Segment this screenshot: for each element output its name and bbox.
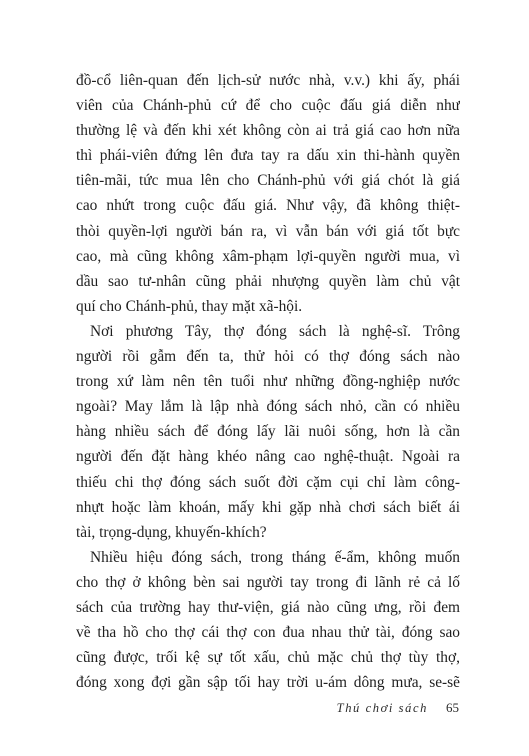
text-line: trong xứ làm nên tên tuổi như những đồng-nghiệp nước [76, 373, 460, 391]
text-line: đồ-cổ liên-quan đến lịch-sử nước nhà, v.v.) khi ấy, phái [76, 72, 460, 89]
text-line: cao, mà cũng không xâm-phạm lợi-quyền người mua, vì [76, 247, 460, 265]
text-line: viên của Chánh-phủ cứ để cho cuộc đấu giá diễn như [76, 97, 460, 115]
text-line: nhựt hoặc làm khoán, mấy khi gặp nhà chơi sách biết ái [76, 498, 460, 516]
text-line: tài, trọng-dụng, khuyến-khích? [76, 523, 267, 541]
text-line: thì phái-viên đứng lên đưa tay ra dấu xin thi-hành quyền [76, 147, 460, 165]
text-line: thường lệ và đến khi xét không còn ai trả giá cao hơn nữa [76, 122, 460, 140]
text-line: sách của trường hay thư-viện, giá nào cũng ưng, rồi đem [76, 598, 460, 616]
text-line: thòi quyền-lợi người bán ra, vì vẫn bán với giá tốt bực [76, 222, 460, 240]
text-line: thiếu chi thợ đóng sách suốt đời cặm cụi chỉ làm công- [76, 473, 460, 491]
running-title: Thú chơi sách [336, 701, 428, 715]
text-line: đóng xong đợi gần sập tối hay trời u-ám dông mưa, se-sẽ [76, 674, 460, 692]
text-line: tiên-mãi, tức mua lên cho Chánh-phủ với giá chót là giá [76, 172, 460, 190]
text-line: người rồi gẫm đến ta, thử hỏi có thợ đóng sách nào [76, 348, 460, 366]
text-line: cũng được, trối kệ sự tốt xấu, chủ mặc chủ thợ tùy thợ, [76, 649, 460, 667]
text-line: cao nhứt trong cuộc đấu giá. Như vậy, đã không thiệt- [76, 197, 460, 215]
page-footer [337, 700, 459, 716]
text-line: Nhiều hiệu đóng sách, trong tháng ế-ẩm, không muốn [90, 548, 460, 566]
text-line: quí cho Chánh-phủ, thay mặt xã-hội. [76, 297, 303, 315]
page-number: 65 [446, 700, 459, 715]
text-line: hàng nhiều sách để đóng lấy lãi nuôi sống, hơn là cần [76, 423, 460, 441]
body-text [76, 68, 460, 695]
text-line: cho thợ ở không bèn sai người tay trong đi lãnh rẻ cả lố [76, 573, 460, 591]
text-line: ngoài? May lắm là lập nhà đóng sách nhỏ, cần có nhiều [76, 398, 460, 416]
text-line: người đến đặt hàng khéo nâng cao nghệ-thuật. Ngoài ra [76, 448, 460, 466]
text-line: Nơi phương Tây, thợ đóng sách là nghệ-sĩ. Trông [90, 322, 460, 340]
text-line: dầu sao tư-nhân cũng phải nhượng quyền làm chủ vật [76, 272, 460, 290]
text-line: về tha hồ cho thợ cái thợ con đua nhau thử tài, đóng sao [76, 624, 460, 642]
